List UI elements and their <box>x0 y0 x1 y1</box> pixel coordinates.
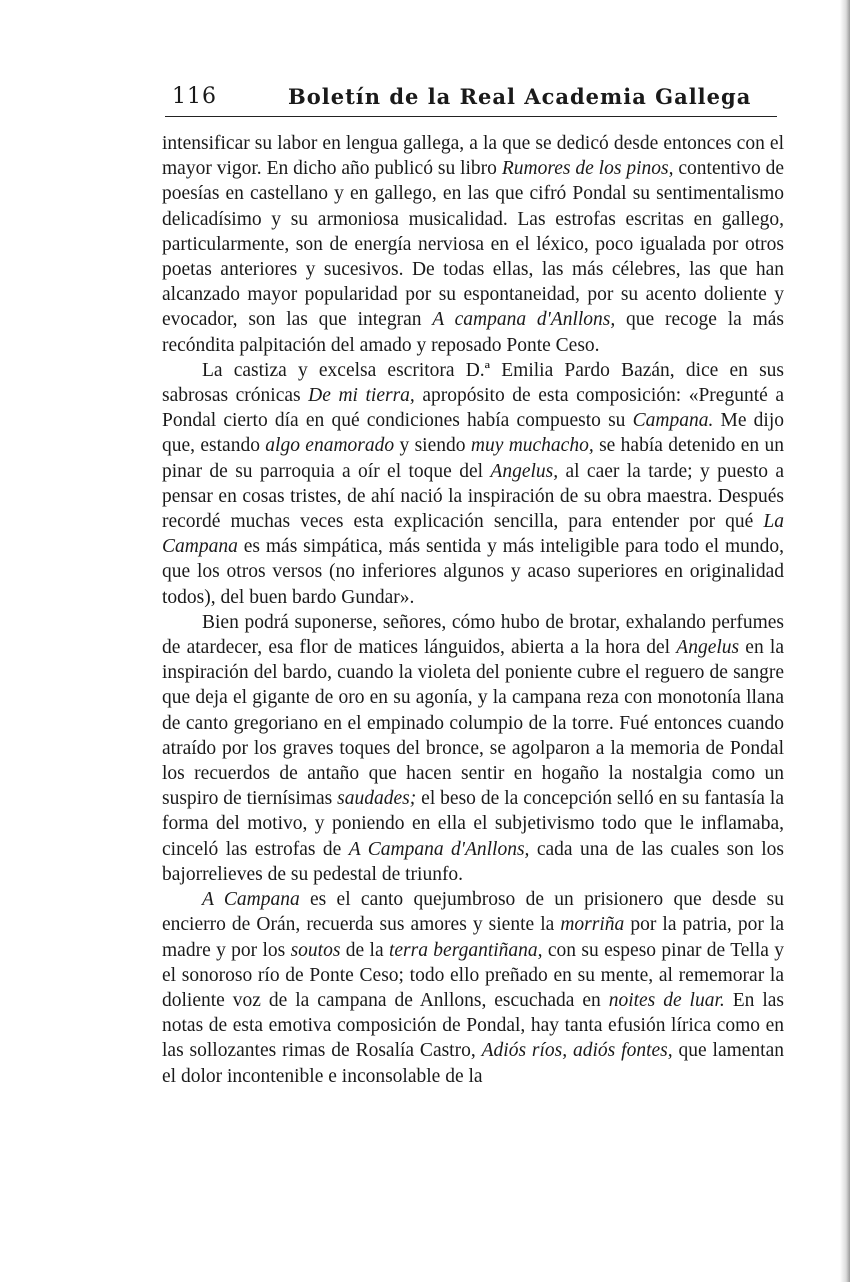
text-run: apropósito de esta composición: «Pregunté a Pondal cierto día en qué condiciones había compuesto su <box>162 385 784 432</box>
italic-text: Angelus <box>676 637 740 659</box>
italic-text: muy muchacho, <box>470 435 594 457</box>
paragraph <box>162 358 784 610</box>
page-number: 116 <box>172 84 217 109</box>
text-run: intensificar su labor en lengua gallega, a la que se dedicó desde entonces con el mayor vigor. En dicho año publicó su libro <box>162 133 784 180</box>
italic-text: terra bergantiñana, <box>388 939 543 961</box>
italic-text: Campana. <box>632 410 714 432</box>
text-run: se había detenido en un pinar de su parroquia a oír el toque del <box>162 435 784 482</box>
page-edge-shadow <box>840 0 850 1282</box>
text-run: que recoge la más recóndita palpitación del amado y reposado Ponte Ceso. <box>162 309 784 356</box>
text-run: al caer la tarde; y puesto a pensar en cosas tristes, de ahí nació la inspiración de su obra maestra. Después recordé muchas veces esta explicación sencilla, para entender por qué <box>162 460 785 533</box>
text-run: que lamentan el dolor incontenible e inconsolable de la <box>162 1040 784 1087</box>
text-run: Bien podrá suponerse, señores, cómo hubo de brotar, exhalando perfumes de atardecer, esa flor de matices lánguidos, abierta a la hora del <box>162 611 784 659</box>
italic-text: A Campana d'Anllons, <box>348 838 530 860</box>
italic-text: Adiós ríos, adiós fontes, <box>481 1040 673 1062</box>
header-rule <box>165 116 777 117</box>
italic-text: saudades; <box>337 788 417 810</box>
text-run: el beso de la concepción selló en su fantasía la forma del motivo, y poniendo en ella el subjetivismo todo que le inflamaba, cinceló las estrofas de <box>162 788 784 860</box>
text-run: por la patria, por la madre y por los <box>162 914 784 961</box>
text-run: con su espeso pinar de Tella y el sonoroso río de Ponte Ceso; todo ello preñado en su mente, al rememorar la doliente voz de la campana de Anllons, escuchada en <box>162 939 784 1011</box>
text-run: contentivo de poesías en castellano y en gallego, en las que cifró Pondal su sentimentalismo delicadísimo y su armoniosa musicalidad. Las estrofas escritas en gallego, particularmente, son de energía nerviosa en el léxico, poco igualada por otros poetas anteriores y sucesivos. De todas ellas, las más célebres, las que han alcanzado mayor popularidad por su espontaneidad, por su acento doliente y evocador, son las que integran <box>162 158 785 331</box>
italic-text: Rumores de los pinos, <box>501 158 674 180</box>
body-text <box>162 131 784 1089</box>
paragraph <box>162 887 784 1089</box>
text-run: Me dijo que, estando <box>162 410 784 457</box>
italic-text: algo enamorado <box>265 435 395 457</box>
italic-text: A Campana <box>202 889 300 911</box>
paragraph <box>162 610 784 887</box>
italic-text: La Campana <box>162 511 784 558</box>
italic-text: noites de luar. <box>608 989 725 1011</box>
italic-text: soutos <box>290 939 341 961</box>
running-title: Boletín de la Real Academia Gallega <box>288 84 752 109</box>
text-run: cada una de las cuales son los bajorrelieves de su pedestal de triunfo. <box>162 838 784 885</box>
text-run: La castiza y excelsa escritora D.ª Emilia Pardo Bazán, dice en sus sabrosas crónicas <box>162 359 784 407</box>
text-run: en la inspiración del bardo, cuando la violeta del poniente cubre el reguero de sangre que deja el gigante de oro en su agonía, y la campana reza con monotonía llana de canto gregoriano en el empinado columpio de la torre. Fué entonces cuando atraído por los graves toques del bronce, se agolparon a la memoria de Pondal los recuerdos de antaño que hacen sentir en hogaño la nostalgia como un suspiro de tiernísimas <box>162 637 784 810</box>
italic-text: A campana d'Anllons, <box>432 309 616 331</box>
text-run: es el canto quejumbroso de un prisionero que desde su encierro de Orán, recuerda sus amores y siente la <box>162 889 784 936</box>
italic-text: morriña <box>560 914 625 936</box>
italic-text: Angelus, <box>490 460 559 482</box>
text-run: de la <box>340 939 389 961</box>
text-run: y siendo <box>394 435 471 457</box>
text-run: En las notas de esta emotiva composición de Pondal, hay tanta efusión lírica como en las sollozantes rimas de Rosalía Castro, <box>162 989 784 1062</box>
page-header <box>162 84 776 116</box>
italic-text: De mi tierra, <box>308 385 415 407</box>
text-run: es más simpática, más sentida y más inteligible para todo el mundo, que los otros versos (no inferiores algunos y acaso superiores en originalidad todos), del buen bardo Gundar». <box>162 536 784 608</box>
paragraph <box>162 131 784 358</box>
